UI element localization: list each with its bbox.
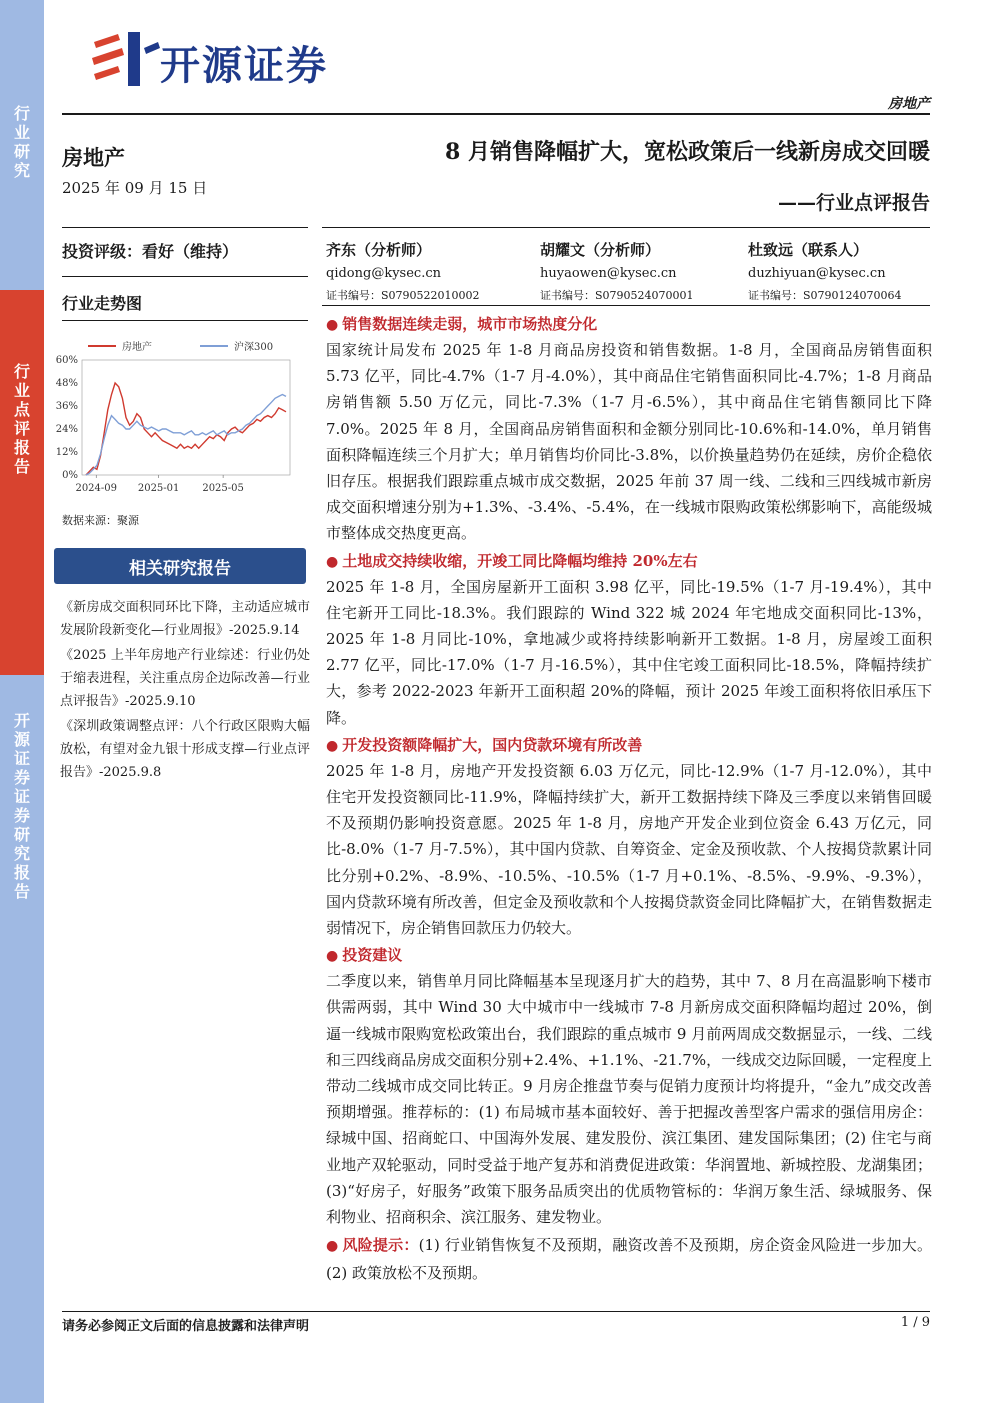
trend-chart-title: 行业走势图 xyxy=(62,294,143,313)
legend-label: 房地产 xyxy=(122,342,152,353)
y-tick-label: 36% xyxy=(55,401,78,412)
divider xyxy=(322,305,930,306)
series-line xyxy=(86,395,286,476)
chart-source: 数据来源：聚源 xyxy=(62,514,139,527)
page-number: 1 / 9 xyxy=(900,1315,930,1330)
section-paragraph: 国家统计局发布 2025 年 1-8 月商品房投资和销售数据。1-8 月，全国商品房销售面积 5.73 亿平，同比-4.7%（1-7 月-4.0%），其中商品住宅销售面积同比-4.7%；1-8 月商品房销售额 5.50 万亿元，同比-7.3%（1-7 月-6.5%），其中商品住宅销售额同比下降 7.0%。2025 年 8 月，全国商品房销售面积和金额分别同比-10.6%和-14.0%，单月销售面积降幅连续三个月扩大；单月销售均价同比-3.8%，以价换量趋势仍在延续，房价企稳依旧存压。根据我们跟踪重点城市成交数据，2025 年前 37 周一线、二线和三四线城市新房成交面积增速分别为+1.3%、-3.4%、-5.4%，在一线城市限购政策松绑影响下，高能级城市整体成交热度更高。 xyxy=(326,341,932,543)
analyst-name: 齐东（分析师） xyxy=(326,241,432,259)
analyst-cert: 证书编号：S0790522010002 xyxy=(326,289,480,302)
risk-text: (1) 行业销售恢复不及预期，融资改善不及预期，房企资金风险进一步加大。(2) 政策放松不及预期。 xyxy=(326,1236,932,1282)
x-tick-label: 2024-09 xyxy=(75,483,118,494)
section-heading: ● 投资建议 xyxy=(326,946,403,965)
industry-trend-chart xyxy=(52,330,312,500)
bullet-icon: ● xyxy=(326,737,339,754)
bullet-icon: ● xyxy=(326,1238,339,1255)
analyst-cert: 证书编号：S0790124070064 xyxy=(748,289,902,302)
section-paragraph: 二季度以来，销售单月同比降幅基本呈现逐月扩大的趋势，其中 7、8 月在高温影响下楼市供需两弱，其中 Wind 30 大中城市中一线城市 7-8 月新房成交面积降幅均超过 20%，倒逼一线城市限购宽松政策出台，我们跟踪的重点城市 9 月前两周成交数据显示，一线、二线和三四线商品房成交面积分别+2.4%、+1.1%、-21.7%，一线成交边际回暖，一定程度上带动二线城市成交同比转正。9 月房企推盘节奏与促销力度预计均将提升，“金九”成交改善预期增强。推荐标的：(1) 布局城市基本面较好、善于把握改善型客户需求的强信用房企：绿城中国、招商蛇口、中国海外发展、建发股份、滨江集团、建发国际集团；(2) 住宅与商业地产双轮驱动，同时受益于地产复苏和消费促进政策：华润置地、新城控股、龙湖集团；(3)“好房子，好服务”政策下服务品质突出的优质物管标的：华润万象生活、绿城服务、保利物业、招商积余、滨江服务、建发物业。 xyxy=(326,972,932,1227)
y-tick-label: 48% xyxy=(55,378,78,389)
bullet-icon: ● xyxy=(326,317,339,333)
y-tick-label: 60% xyxy=(55,355,78,366)
sidebar-band-top xyxy=(0,0,44,290)
section-paragraph: 2025 年 1-8 月，房地产开发投资额 6.03 万亿元，同比-12.9%（1-7 月-12.0%），其中住宅开发投资额同比-11.9%，降幅持续扩大，新开工数据持续下降及三季度以来销售回暖不及预期仍影响投资意愿。2025 年 1-8 月，房地产开发企业到位资金 6.43 万亿元，同比-8.0%（1-7 月-7.5%），其中国内贷款、自筹资金、定金及预收款、个人按揭贷款累计同比分别+0.2%、-8.9%、-10.5%、-10.5%（1-7 月+0.1%、-8.5%、-9.9%、-9.3%），国内贷款环境有所改善，但定金及预收款和个人按揭贷款资金同比降幅扩大，在销售数据走弱情况下，房企销售回款压力仍较大。 xyxy=(326,761,932,938)
y-tick-label: 12% xyxy=(55,447,78,458)
related-reports-list xyxy=(60,596,310,786)
brand-name: 开源证券 xyxy=(160,43,328,89)
industry-name: 房地产 xyxy=(62,145,125,170)
related-report-link[interactable]: 《2025 上半年房地产行业综述：行业仍处于缩表进程，关注重点房企边际改善—行业点评报告》-2025.9.10 xyxy=(60,648,310,709)
analyst-cert: 证书编号：S0790524070001 xyxy=(540,289,694,302)
header-category: 房地产 xyxy=(888,96,930,112)
section-paragraph: 2025 年 1-8 月，全国房屋新开工面积 3.98 亿平，同比-19.5%（1-7 月-19.4%），其中住宅新开工同比-18.3%。我们跟踪的 Wind 322 城 2024 年宅地成交面积同比-13%，2025 年 1-8 月同比-10%，拿地减少或将持续影响新开工数据。1-8 月，房屋竣工面积 2.77 亿平，同比-17.0%（1-7 月-16.5%），其中住宅竣工面积同比-18.5%，降幅持续扩大，参考 2022-2023 年新开工面积超 20%的降幅，预计 2025 年竣工面积将依旧承压下降。 xyxy=(326,577,932,727)
footer-disclaimer: 请务必参阅正文后面的信息披露和法律声明 xyxy=(62,1319,310,1334)
bullet-icon: ● xyxy=(326,553,339,570)
investment-rating: 投资评级：看好（维持） xyxy=(62,242,239,261)
related-report-link[interactable]: 《深圳政策调整点评：八个行政区限购大幅放松，有望对金九银十形成支撑—行业点评报告》-2025.9.8 xyxy=(60,719,310,780)
section-heading: ● 土地成交持续收缩，开竣工同比降幅均维持 20%左右 xyxy=(326,551,698,570)
analyst-email[interactable]: duzhiyuan@kysec.cn xyxy=(748,266,886,281)
y-tick-label: 0% xyxy=(62,470,78,481)
analyst-card xyxy=(326,239,526,303)
report-title: 8 月销售降幅扩大，宽松政策后一线新房成交回暖 xyxy=(445,139,930,165)
divider xyxy=(62,320,308,321)
divider xyxy=(322,227,930,228)
section-heading: ● 销售数据连续走弱，城市市场热度分化 xyxy=(326,315,598,333)
sidebar-band-middle xyxy=(0,290,44,675)
risk-warning xyxy=(326,1232,932,1285)
sidebar-label-research: 行业研究 xyxy=(13,104,30,180)
y-tick-label: 24% xyxy=(55,424,78,435)
bullet-icon: ● xyxy=(326,948,339,965)
report-body xyxy=(326,312,932,1286)
related-reports-header: 相关研究报告 xyxy=(54,548,306,584)
sidebar-band-bottom xyxy=(0,675,44,1403)
report-subtitle: ——行业点评报告 xyxy=(777,192,930,214)
sidebar-label-broker: 开源证券 证券研究报告 xyxy=(13,711,30,901)
divider xyxy=(62,227,308,228)
analyst-card xyxy=(540,239,740,303)
report-date: 2025 年 09 月 15 日 xyxy=(62,179,208,197)
risk-label: 风险提示： xyxy=(342,1236,419,1255)
analyst-name: 杜致远（联系人） xyxy=(748,241,869,259)
sidebar-label-report-type: 行业点评报告 xyxy=(13,362,30,476)
x-tick-label: 2025-01 xyxy=(137,483,180,494)
footer-divider xyxy=(62,1311,930,1312)
legend-label: 沪深300 xyxy=(234,342,274,353)
divider xyxy=(62,276,308,277)
analyst-email[interactable]: huyaowen@kysec.cn xyxy=(540,266,677,281)
x-tick-label: 2025-05 xyxy=(202,483,244,494)
series-line xyxy=(86,383,286,475)
header-divider xyxy=(62,113,930,115)
section-heading: ● 开发投资额降幅扩大，国内贷款环境有所改善 xyxy=(326,735,643,754)
related-report-link[interactable]: 《新房成交面积同环比下降，主动适应城市发展阶段新变化—行业周报》-2025.9.14 xyxy=(60,600,310,638)
analyst-email[interactable]: qidong@kysec.cn xyxy=(326,266,441,281)
analyst-name: 胡耀文（分析师） xyxy=(540,241,661,259)
analyst-card xyxy=(748,239,948,303)
